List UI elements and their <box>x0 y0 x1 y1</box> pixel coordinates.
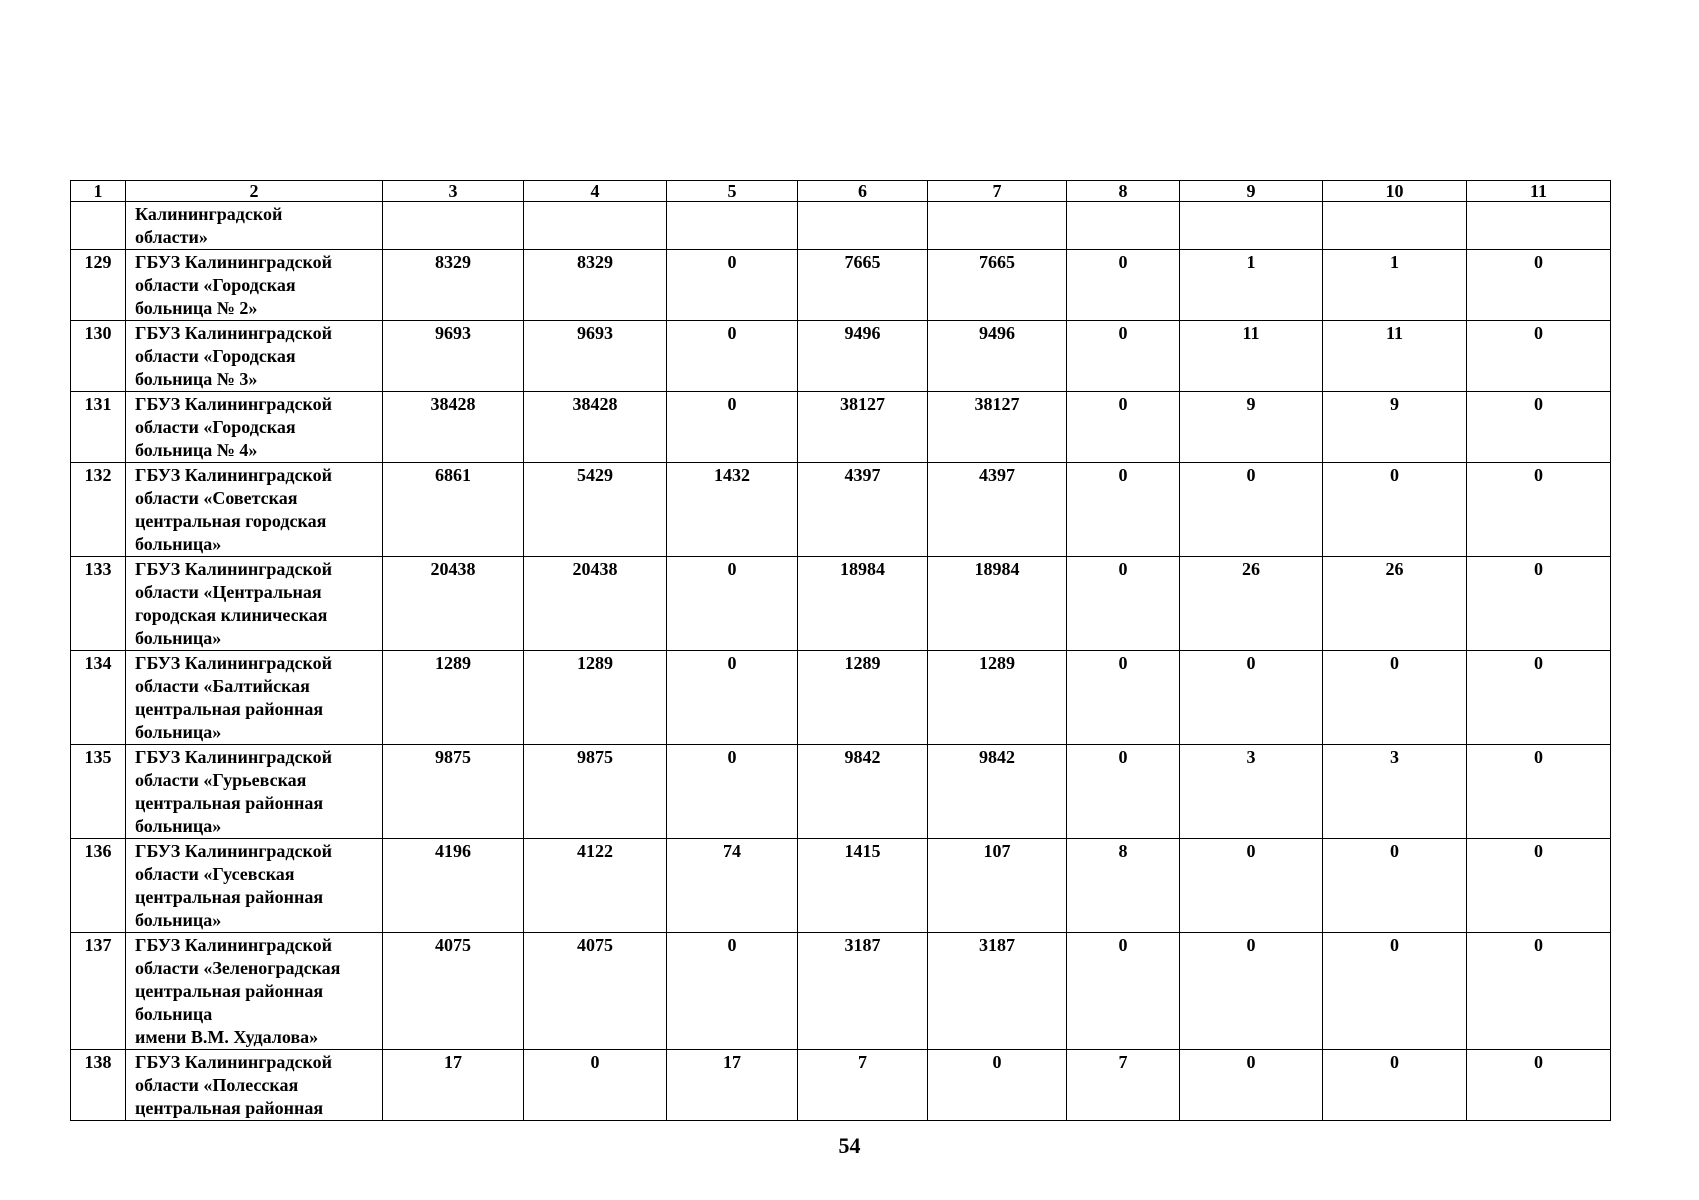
institution-name-line: области «Полесская <box>135 1075 299 1095</box>
value-cell <box>667 202 798 250</box>
table-row <box>71 321 1611 392</box>
institution-name-line: ГБУЗ Калининградской <box>135 252 333 272</box>
value-cell: 9 <box>1180 392 1323 463</box>
table-row <box>71 1050 1611 1121</box>
institution-name-line: области «Городская <box>135 275 296 295</box>
value-cell: 0 <box>1323 651 1467 745</box>
row-number: 130 <box>71 321 126 392</box>
institution-name-line: центральная районная <box>135 793 324 813</box>
institution-name-line: центральная районная <box>135 981 324 1001</box>
value-cell: 9875 <box>383 745 524 839</box>
institution-name <box>126 557 383 651</box>
value-cell: 0 <box>928 1050 1067 1121</box>
value-cell: 26 <box>1323 557 1467 651</box>
institution-name <box>126 463 383 557</box>
row-number: 129 <box>71 250 126 321</box>
value-cell: 3 <box>1180 745 1323 839</box>
institution-name-line: больница № 2» <box>135 298 258 318</box>
table-row <box>71 202 1611 250</box>
value-cell: 107 <box>928 839 1067 933</box>
header-cell: 8 <box>1067 181 1180 202</box>
institution-name-line: больница» <box>135 534 222 554</box>
institution-name-line: области «Гусевская <box>135 864 295 884</box>
value-cell: 0 <box>667 557 798 651</box>
value-cell: 0 <box>1467 839 1611 933</box>
table-row <box>71 933 1611 1050</box>
row-number: 137 <box>71 933 126 1050</box>
value-cell: 0 <box>1323 933 1467 1050</box>
value-cell <box>1467 202 1611 250</box>
value-cell: 0 <box>1467 321 1611 392</box>
table-row <box>71 557 1611 651</box>
institution-name-line: ГБУЗ Калининградской <box>135 747 333 767</box>
value-cell: 0 <box>1180 1050 1323 1121</box>
value-cell: 18984 <box>928 557 1067 651</box>
value-cell <box>1067 202 1180 250</box>
value-cell: 6861 <box>383 463 524 557</box>
table-row <box>71 392 1611 463</box>
institution-name-line: области «Городская <box>135 346 296 366</box>
value-cell: 8 <box>1067 839 1180 933</box>
value-cell: 9875 <box>524 745 667 839</box>
institution-name-line: области «Центральная <box>135 582 322 602</box>
value-cell: 4122 <box>524 839 667 933</box>
value-cell: 3 <box>1323 745 1467 839</box>
institution-name <box>126 933 383 1050</box>
value-cell: 11 <box>1323 321 1467 392</box>
value-cell: 26 <box>1180 557 1323 651</box>
institution-name-line: ГБУЗ Калининградской <box>135 559 333 579</box>
value-cell: 1 <box>1323 250 1467 321</box>
institution-name-line: больница <box>135 1004 213 1024</box>
value-cell: 38428 <box>524 392 667 463</box>
table-row <box>71 463 1611 557</box>
row-number <box>71 202 126 250</box>
value-cell: 9842 <box>928 745 1067 839</box>
value-cell: 38127 <box>798 392 928 463</box>
table-body <box>71 181 1611 1121</box>
institution-name-line: области «Зеленоградская <box>135 958 341 978</box>
value-cell: 3187 <box>798 933 928 1050</box>
institution-name-line: ГБУЗ Калининградской <box>135 935 333 955</box>
value-cell: 3187 <box>928 933 1067 1050</box>
institution-name <box>126 839 383 933</box>
value-cell: 5429 <box>524 463 667 557</box>
institution-name <box>126 745 383 839</box>
value-cell: 0 <box>667 651 798 745</box>
value-cell: 38428 <box>383 392 524 463</box>
value-cell: 4196 <box>383 839 524 933</box>
value-cell: 7 <box>1067 1050 1180 1121</box>
value-cell: 8329 <box>524 250 667 321</box>
value-cell: 1415 <box>798 839 928 933</box>
institution-name-line: больница № 4» <box>135 440 258 460</box>
row-number: 135 <box>71 745 126 839</box>
value-cell: 0 <box>1180 933 1323 1050</box>
row-number: 138 <box>71 1050 126 1121</box>
institution-name-line: области «Городская <box>135 417 296 437</box>
data-table <box>70 180 1611 1121</box>
institution-name-line: больница» <box>135 628 222 648</box>
value-cell: 17 <box>383 1050 524 1121</box>
institution-name-line: области «Советская <box>135 488 298 508</box>
value-cell: 0 <box>1467 1050 1611 1121</box>
value-cell: 0 <box>1467 557 1611 651</box>
value-cell <box>928 202 1067 250</box>
institution-name-line: центральная районная <box>135 1098 324 1118</box>
value-cell: 1289 <box>798 651 928 745</box>
page-number: 54 <box>838 1133 861 1158</box>
value-cell: 8329 <box>383 250 524 321</box>
institution-name-line: больница» <box>135 816 222 836</box>
institution-name-line: больница» <box>135 910 222 930</box>
value-cell: 38127 <box>928 392 1067 463</box>
value-cell: 0 <box>1467 651 1611 745</box>
value-cell: 74 <box>667 839 798 933</box>
value-cell: 17 <box>667 1050 798 1121</box>
row-number: 136 <box>71 839 126 933</box>
institution-name-line: области «Гурьевская <box>135 770 307 790</box>
value-cell: 11 <box>1180 321 1323 392</box>
value-cell: 0 <box>1180 839 1323 933</box>
value-cell: 9 <box>1323 392 1467 463</box>
institution-name-line: ГБУЗ Калининградской <box>135 841 333 861</box>
value-cell: 0 <box>1467 392 1611 463</box>
value-cell: 1289 <box>383 651 524 745</box>
table-row <box>71 745 1611 839</box>
row-number: 134 <box>71 651 126 745</box>
value-cell: 4397 <box>928 463 1067 557</box>
header-cell: 7 <box>928 181 1067 202</box>
value-cell: 0 <box>1323 839 1467 933</box>
row-number: 133 <box>71 557 126 651</box>
value-cell: 9842 <box>798 745 928 839</box>
value-cell: 4397 <box>798 463 928 557</box>
row-number: 131 <box>71 392 126 463</box>
institution-name <box>126 392 383 463</box>
institution-name-line: больница» <box>135 722 222 742</box>
institution-name-line: ГБУЗ Калининградской <box>135 653 333 673</box>
value-cell: 0 <box>1067 250 1180 321</box>
value-cell: 0 <box>1323 463 1467 557</box>
row-number: 132 <box>71 463 126 557</box>
table-row <box>71 250 1611 321</box>
institution-name-line: Калининградской <box>135 204 283 224</box>
value-cell: 9496 <box>928 321 1067 392</box>
value-cell: 7 <box>798 1050 928 1121</box>
value-cell: 0 <box>1067 321 1180 392</box>
header-cell: 2 <box>126 181 383 202</box>
table-row <box>71 839 1611 933</box>
value-cell: 0 <box>1067 745 1180 839</box>
value-cell: 0 <box>1467 463 1611 557</box>
value-cell: 1432 <box>667 463 798 557</box>
value-cell: 18984 <box>798 557 928 651</box>
institution-name <box>126 1050 383 1121</box>
value-cell: 4075 <box>524 933 667 1050</box>
value-cell: 0 <box>1067 392 1180 463</box>
header-cell: 10 <box>1323 181 1467 202</box>
value-cell: 0 <box>667 250 798 321</box>
value-cell: 1 <box>1180 250 1323 321</box>
institution-name-line: ГБУЗ Калининградской <box>135 323 333 343</box>
header-cell: 1 <box>71 181 126 202</box>
value-cell: 0 <box>524 1050 667 1121</box>
value-cell: 9496 <box>798 321 928 392</box>
institution-name-line: центральная районная <box>135 887 324 907</box>
header-cell: 4 <box>524 181 667 202</box>
value-cell: 20438 <box>524 557 667 651</box>
value-cell: 9693 <box>383 321 524 392</box>
value-cell: 20438 <box>383 557 524 651</box>
value-cell: 0 <box>1467 933 1611 1050</box>
value-cell <box>1323 202 1467 250</box>
institution-name-line: больница № 3» <box>135 369 258 389</box>
institution-name <box>126 250 383 321</box>
institution-name-line: области «Балтийская <box>135 676 310 696</box>
institution-name <box>126 202 383 250</box>
value-cell: 0 <box>1180 651 1323 745</box>
value-cell: 0 <box>1180 463 1323 557</box>
value-cell: 0 <box>1067 557 1180 651</box>
value-cell: 7665 <box>798 250 928 321</box>
header-cell: 11 <box>1467 181 1611 202</box>
table-row <box>71 651 1611 745</box>
header-cell: 5 <box>667 181 798 202</box>
institution-name-line: городская клиническая <box>135 605 328 625</box>
header-cell: 9 <box>1180 181 1323 202</box>
value-cell: 0 <box>667 933 798 1050</box>
value-cell: 1289 <box>524 651 667 745</box>
institution-name <box>126 651 383 745</box>
value-cell: 0 <box>667 745 798 839</box>
value-cell: 9693 <box>524 321 667 392</box>
institution-name-line: ГБУЗ Калининградской <box>135 465 333 485</box>
value-cell: 0 <box>1067 933 1180 1050</box>
value-cell: 0 <box>1323 1050 1467 1121</box>
value-cell: 7665 <box>928 250 1067 321</box>
value-cell <box>524 202 667 250</box>
header-cell: 3 <box>383 181 524 202</box>
value-cell: 0 <box>1467 250 1611 321</box>
header-row <box>71 181 1611 202</box>
header-cell: 6 <box>798 181 928 202</box>
value-cell: 4075 <box>383 933 524 1050</box>
value-cell <box>798 202 928 250</box>
value-cell <box>1180 202 1323 250</box>
institution-name-line: области» <box>135 227 208 247</box>
institution-name-line: ГБУЗ Калининградской <box>135 1052 333 1072</box>
value-cell: 0 <box>1467 745 1611 839</box>
value-cell: 0 <box>667 321 798 392</box>
value-cell <box>383 202 524 250</box>
value-cell: 0 <box>1067 463 1180 557</box>
institution-name-line: центральная районная <box>135 699 324 719</box>
institution-name-line: ГБУЗ Калининградской <box>135 394 333 414</box>
institution-name-line: центральная городская <box>135 511 327 531</box>
institution-name-line: имени В.М. Худалова» <box>135 1027 319 1047</box>
institution-name <box>126 321 383 392</box>
value-cell: 0 <box>1067 651 1180 745</box>
value-cell: 0 <box>667 392 798 463</box>
value-cell: 1289 <box>928 651 1067 745</box>
